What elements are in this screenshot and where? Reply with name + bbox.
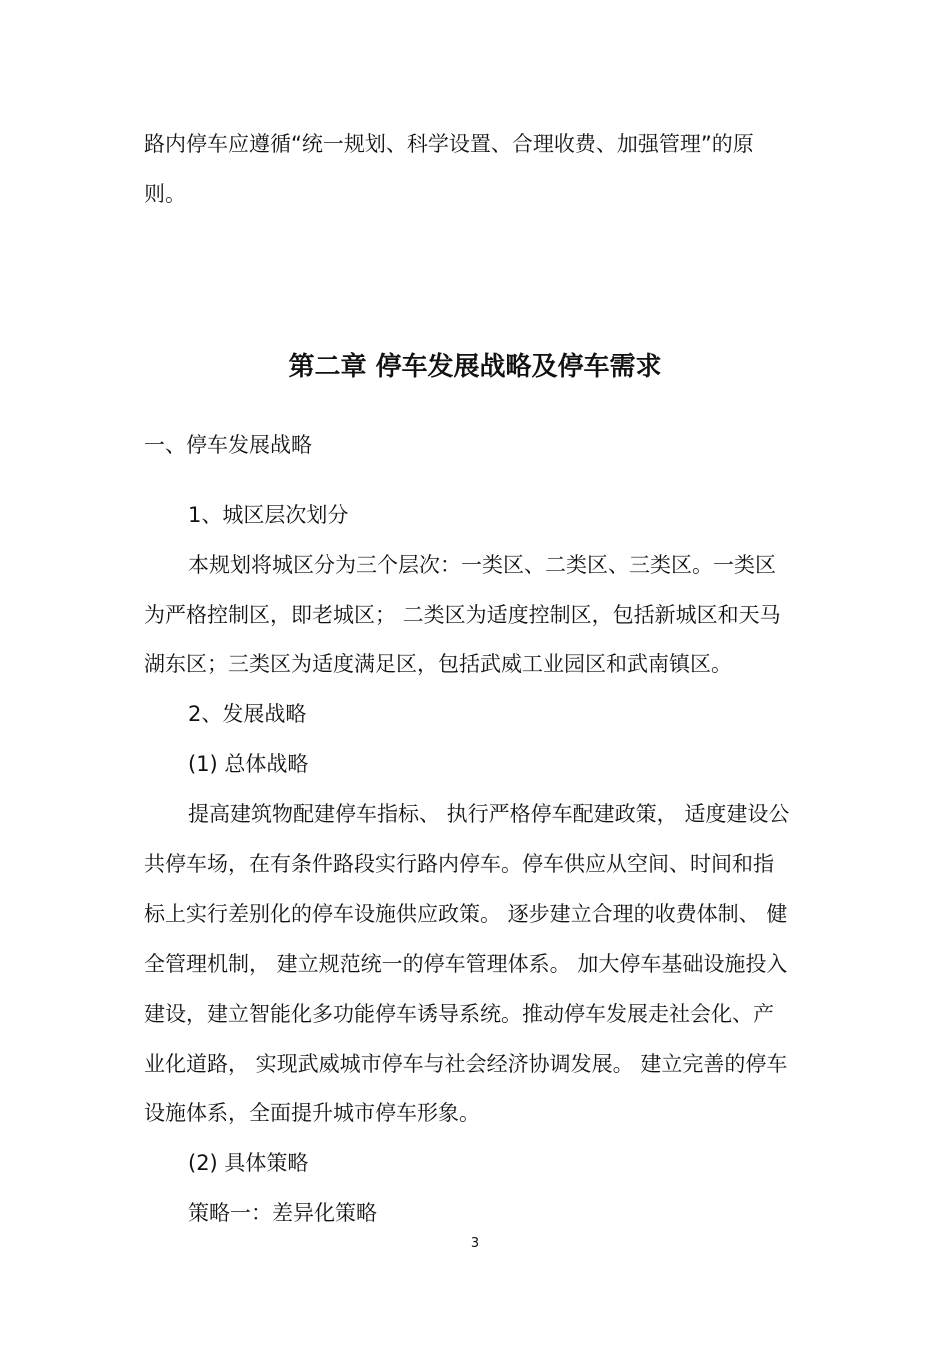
paragraph-1-line-2: 为严格控制区，即老城区； 二类区为适度控制区，包括新城区和天马: [144, 603, 781, 627]
chapter-title: 第二章 停车发展战略及停车需求: [288, 352, 662, 382]
section-heading: 一、停车发展战略: [144, 433, 312, 457]
intro-line-1: 路内停车应遵循“统一规划、科学设置、合理收费、加强管理”的原: [144, 132, 754, 156]
paragraph-1-line-3: 湖东区；三类区为适度满足区，包括武威工业园区和武南镇区。: [144, 652, 732, 676]
paragraph-2-line-5: 建设，建立智能化多功能停车诱导系统。推动停车发展走社会化、产: [144, 1002, 774, 1026]
page-number: 3: [470, 1236, 480, 1251]
item-heading-1: (1) 总体战略: [188, 752, 309, 776]
paragraph-1-line-1: 本规划将城区分为三个层次：一类区、二类区、三类区。一类区: [188, 553, 776, 577]
paragraph-2-line-2: 共停车场，在有条件路段实行路内停车。停车供应从空间、时间和指: [144, 852, 774, 876]
paragraph-2-line-7: 设施体系，全面提升城市停车形象。: [144, 1101, 480, 1125]
item-heading-2: (2) 具体策略: [188, 1151, 309, 1175]
paragraph-2-line-4: 全管理机制， 建立规范统一的停车管理体系。 加大停车基础设施投入: [144, 952, 788, 976]
subsection-heading-2: 2、发展战略: [188, 702, 307, 726]
subsection-heading-1: 1、城区层次划分: [188, 503, 349, 527]
paragraph-2-line-3: 标上实行差别化的停车设施供应政策。 逐步建立合理的收费体制、 健: [144, 902, 788, 926]
paragraph-2-line-1: 提高建筑物配建停车指标、 执行严格停车配建政策， 适度建设公: [188, 802, 790, 826]
paragraph-2-line-6: 业化道路， 实现武威城市停车与社会经济协调发展。 建立完善的停车: [144, 1052, 788, 1076]
intro-line-2: 则。: [144, 182, 186, 206]
strategy-heading-1: 策略一：差异化策略: [188, 1201, 377, 1225]
